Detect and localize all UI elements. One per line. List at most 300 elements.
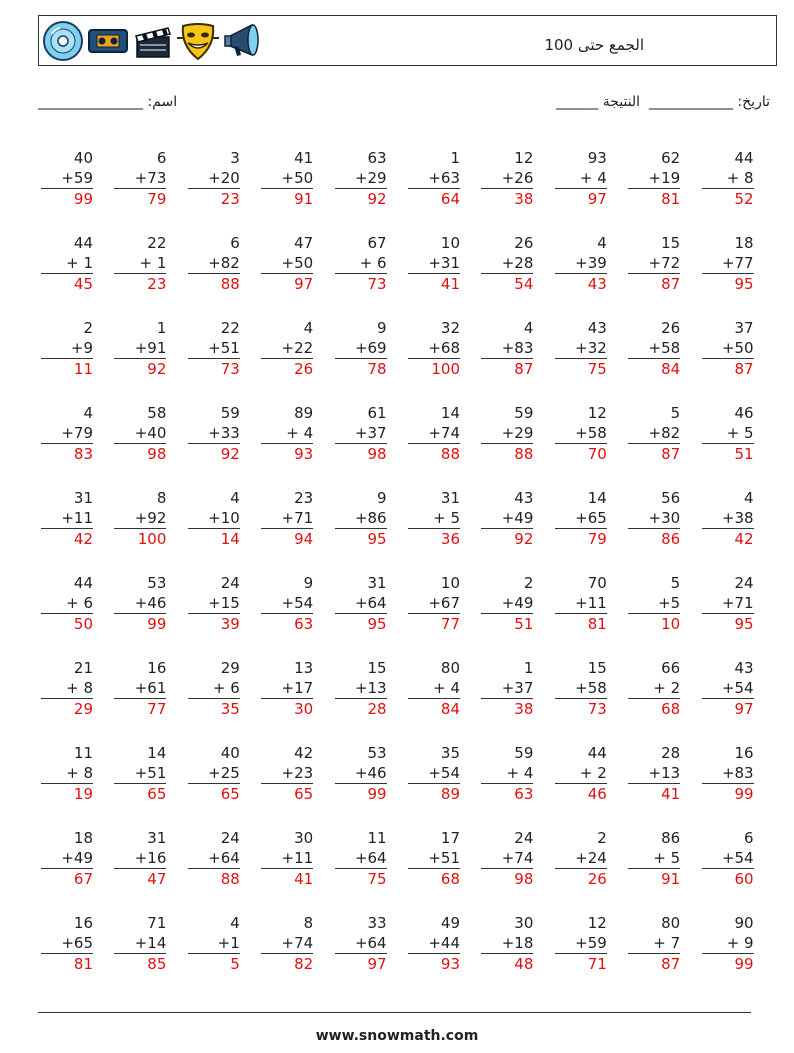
problem-addend-1: 24 bbox=[514, 829, 534, 847]
problem-addend-1: 24 bbox=[220, 574, 240, 592]
problem-addend-2: +69 bbox=[354, 339, 387, 357]
problem-addend-1: 12 bbox=[514, 149, 534, 167]
addition-problem bbox=[702, 913, 754, 974]
problem-addend-2: +86 bbox=[354, 509, 387, 527]
problem-answer: 87 bbox=[481, 358, 533, 379]
addition-problem bbox=[261, 233, 313, 294]
problem-addend-1: 16 bbox=[734, 744, 754, 762]
problem-addend-1: 32 bbox=[440, 319, 460, 337]
problem-addend-1: 70 bbox=[587, 574, 607, 592]
problem-addend-2: +39 bbox=[575, 254, 607, 272]
problem-addend-1: 9 bbox=[377, 319, 387, 337]
problem-addend-2: + 1 bbox=[66, 254, 93, 272]
problem-answer: 99 bbox=[702, 783, 754, 804]
problem-addend-1: 86 bbox=[661, 829, 681, 847]
problem-addend-2: +50 bbox=[281, 254, 314, 272]
addition-problem bbox=[188, 658, 240, 719]
megaphone-icon bbox=[222, 20, 264, 62]
addition-problem bbox=[41, 743, 93, 804]
problem-answer: 60 bbox=[702, 868, 754, 889]
addition-problem bbox=[555, 658, 607, 719]
problem-addend-2: +54 bbox=[428, 764, 460, 782]
problem-answer: 77 bbox=[114, 698, 166, 719]
problem-addend-2: +37 bbox=[501, 679, 534, 697]
problem-addend-2: +1 bbox=[217, 934, 240, 952]
problem-addend-1: 66 bbox=[661, 659, 681, 677]
addition-problem bbox=[481, 743, 533, 804]
addition-problem bbox=[41, 573, 93, 634]
problem-answer: 68 bbox=[628, 698, 680, 719]
addition-problem bbox=[481, 233, 533, 294]
problem-answer: 23 bbox=[114, 273, 166, 294]
problem-answer: 68 bbox=[408, 868, 460, 889]
problem-addend-1: 13 bbox=[294, 659, 314, 677]
problem-answer: 83 bbox=[41, 443, 93, 464]
problem-answer: 26 bbox=[261, 358, 313, 379]
addition-problem bbox=[335, 743, 387, 804]
problem-addend-1: 4 bbox=[523, 319, 534, 337]
problem-addend-2: +26 bbox=[501, 169, 534, 187]
addition-problem bbox=[114, 403, 166, 464]
problem-addend-2: +49 bbox=[501, 594, 534, 612]
problem-addend-1: 42 bbox=[294, 744, 314, 762]
problem-addend-1: 9 bbox=[377, 489, 387, 507]
problem-addend-1: 1 bbox=[523, 659, 534, 677]
problem-addend-2: + 2 bbox=[579, 764, 607, 782]
problem-addend-2: +73 bbox=[134, 169, 167, 187]
problem-addend-1: 28 bbox=[661, 744, 681, 762]
clapperboard-icon bbox=[132, 20, 174, 62]
problem-addend-1: 10 bbox=[440, 234, 460, 252]
problem-answer: 95 bbox=[702, 613, 754, 634]
problem-answer: 93 bbox=[408, 953, 460, 974]
problem-addend-2: +72 bbox=[648, 254, 681, 272]
problem-addend-1: 14 bbox=[440, 404, 460, 422]
problem-addend-2: +91 bbox=[134, 339, 167, 357]
problem-addend-1: 16 bbox=[73, 914, 93, 932]
problem-addend-1: 15 bbox=[587, 659, 607, 677]
problem-addend-1: 4 bbox=[597, 234, 607, 252]
problem-addend-2: +54 bbox=[281, 594, 314, 612]
problem-answer: 99 bbox=[335, 783, 387, 804]
video-cassette-icon bbox=[87, 20, 129, 62]
problem-answer: 47 bbox=[114, 868, 166, 889]
problem-addend-1: 8 bbox=[156, 489, 167, 507]
problem-addend-2: +74 bbox=[281, 934, 314, 952]
problem-addend-1: 26 bbox=[514, 234, 534, 252]
problem-answer: 91 bbox=[628, 868, 680, 889]
problem-answer: 88 bbox=[481, 443, 533, 464]
problem-addend-1: 4 bbox=[230, 489, 240, 507]
problem-addend-2: +54 bbox=[721, 849, 754, 867]
addition-problem bbox=[188, 828, 240, 889]
problem-answer: 100 bbox=[408, 358, 460, 379]
addition-problem bbox=[555, 488, 607, 549]
problem-answer: 67 bbox=[41, 868, 93, 889]
problem-addend-2: +82 bbox=[648, 424, 681, 442]
addition-problem bbox=[628, 403, 680, 464]
theater-mask-icon bbox=[177, 20, 219, 62]
problem-answer: 70 bbox=[555, 443, 607, 464]
problem-addend-2: +65 bbox=[575, 509, 607, 527]
problem-answer: 88 bbox=[188, 273, 240, 294]
addition-problem bbox=[114, 488, 166, 549]
problem-answer: 73 bbox=[555, 698, 607, 719]
addition-problem bbox=[408, 573, 460, 634]
problem-addend-2: +20 bbox=[208, 169, 240, 187]
problem-addend-2: +58 bbox=[575, 424, 607, 442]
problem-answer: 5 bbox=[188, 953, 240, 974]
problem-addend-2: +13 bbox=[648, 764, 681, 782]
problem-answer: 99 bbox=[702, 953, 754, 974]
problem-addend-1: 44 bbox=[73, 574, 93, 592]
problem-addend-1: 62 bbox=[661, 149, 681, 167]
problem-addend-1: 22 bbox=[147, 234, 167, 252]
addition-problem bbox=[408, 743, 460, 804]
problem-addend-1: 49 bbox=[440, 914, 460, 932]
problem-addend-1: 24 bbox=[734, 574, 754, 592]
problem-addend-2: +23 bbox=[281, 764, 314, 782]
problem-answer: 84 bbox=[408, 698, 460, 719]
problem-addend-2: +18 bbox=[501, 934, 534, 952]
problem-answer: 41 bbox=[408, 273, 460, 294]
problem-addend-1: 31 bbox=[73, 489, 93, 507]
problem-answer: 64 bbox=[408, 188, 460, 209]
problem-answer: 91 bbox=[261, 188, 313, 209]
problem-addend-1: 10 bbox=[440, 574, 460, 592]
problem-addend-1: 23 bbox=[294, 489, 314, 507]
addition-problem bbox=[114, 743, 166, 804]
problem-addend-1: 53 bbox=[147, 574, 167, 592]
addition-problem bbox=[114, 658, 166, 719]
problem-answer: 51 bbox=[702, 443, 754, 464]
addition-problem bbox=[555, 403, 607, 464]
problem-addend-2: +10 bbox=[208, 509, 240, 527]
problem-addend-1: 12 bbox=[587, 914, 607, 932]
problem-addend-2: +29 bbox=[354, 169, 387, 187]
addition-problem bbox=[481, 913, 533, 974]
problem-addend-2: +92 bbox=[134, 509, 167, 527]
problem-answer: 54 bbox=[481, 273, 533, 294]
problem-addend-1: 17 bbox=[440, 829, 460, 847]
problem-addend-1: 6 bbox=[156, 149, 167, 167]
addition-problem bbox=[481, 488, 533, 549]
problem-addend-1: 15 bbox=[661, 234, 681, 252]
problem-addend-1: 59 bbox=[514, 744, 534, 762]
problem-answer: 85 bbox=[114, 953, 166, 974]
addition-problem bbox=[41, 403, 93, 464]
problem-addend-1: 90 bbox=[734, 914, 754, 932]
addition-problem bbox=[628, 318, 680, 379]
addition-problem bbox=[408, 403, 460, 464]
problem-addend-2: +11 bbox=[281, 849, 314, 867]
problem-answer: 36 bbox=[408, 528, 460, 549]
problem-addend-1: 14 bbox=[147, 744, 167, 762]
problem-addend-1: 8 bbox=[303, 914, 314, 932]
problem-addend-1: 14 bbox=[587, 489, 607, 507]
problem-addend-2: +11 bbox=[61, 509, 93, 527]
problem-answer: 97 bbox=[702, 698, 754, 719]
problem-addend-1: 44 bbox=[587, 744, 607, 762]
problem-answer: 82 bbox=[261, 953, 313, 974]
problem-answer: 43 bbox=[555, 273, 607, 294]
addition-problem bbox=[188, 488, 240, 549]
problem-answer: 100 bbox=[114, 528, 166, 549]
problem-answer: 81 bbox=[41, 953, 93, 974]
addition-problem bbox=[481, 318, 533, 379]
problem-answer: 71 bbox=[555, 953, 607, 974]
problem-addend-1: 35 bbox=[440, 744, 460, 762]
problem-addend-2: + 5 bbox=[726, 424, 754, 442]
problem-addend-2: +64 bbox=[354, 849, 387, 867]
problem-addend-2: +37 bbox=[354, 424, 387, 442]
addition-problem bbox=[41, 318, 93, 379]
problem-addend-2: +64 bbox=[354, 934, 387, 952]
problem-answer: 88 bbox=[188, 868, 240, 889]
problem-addend-1: 80 bbox=[440, 659, 460, 677]
problem-addend-2: +58 bbox=[648, 339, 681, 357]
addition-problem bbox=[114, 318, 166, 379]
problem-addend-2: +22 bbox=[281, 339, 314, 357]
problem-addend-2: + 5 bbox=[653, 849, 681, 867]
problem-addend-1: 2 bbox=[597, 829, 607, 847]
problem-answer: 81 bbox=[628, 188, 680, 209]
addition-problem bbox=[481, 828, 533, 889]
problem-addend-1: 6 bbox=[230, 234, 240, 252]
addition-problem bbox=[628, 743, 680, 804]
problem-addend-1: 4 bbox=[744, 489, 754, 507]
addition-problem bbox=[188, 403, 240, 464]
problem-answer: 30 bbox=[261, 698, 313, 719]
addition-problem bbox=[335, 488, 387, 549]
footer-divider bbox=[38, 1012, 751, 1013]
problem-addend-1: 2 bbox=[523, 574, 534, 592]
addition-problem bbox=[335, 148, 387, 209]
problem-addend-1: 89 bbox=[294, 404, 314, 422]
problem-answer: 93 bbox=[261, 443, 313, 464]
problem-addend-2: +77 bbox=[721, 254, 754, 272]
problem-answer: 38 bbox=[481, 188, 533, 209]
problem-addend-1: 3 bbox=[230, 149, 240, 167]
addition-problem bbox=[188, 743, 240, 804]
problem-addend-2: +61 bbox=[134, 679, 167, 697]
addition-problem bbox=[481, 573, 533, 634]
problem-addend-2: +33 bbox=[208, 424, 240, 442]
problem-answer: 95 bbox=[335, 613, 387, 634]
problem-answer: 73 bbox=[335, 273, 387, 294]
problem-answer: 79 bbox=[555, 528, 607, 549]
problem-addend-1: 46 bbox=[734, 404, 754, 422]
problem-addend-1: 5 bbox=[670, 574, 681, 592]
problem-addend-2: + 5 bbox=[433, 509, 460, 527]
addition-problem bbox=[408, 318, 460, 379]
problem-addend-1: 11 bbox=[73, 744, 93, 762]
problem-addend-2: +65 bbox=[61, 934, 93, 952]
problem-answer: 97 bbox=[261, 273, 313, 294]
addition-problem bbox=[188, 573, 240, 634]
problem-answer: 92 bbox=[481, 528, 533, 549]
problem-addend-1: 18 bbox=[734, 234, 754, 252]
problem-answer: 65 bbox=[188, 783, 240, 804]
problem-addend-1: 44 bbox=[734, 149, 754, 167]
problem-answer: 99 bbox=[114, 613, 166, 634]
problem-answer: 41 bbox=[628, 783, 680, 804]
problem-answer: 78 bbox=[335, 358, 387, 379]
problem-addend-2: +51 bbox=[428, 849, 460, 867]
problem-answer: 92 bbox=[114, 358, 166, 379]
addition-problem bbox=[702, 403, 754, 464]
problem-answer: 23 bbox=[188, 188, 240, 209]
addition-problem bbox=[408, 913, 460, 974]
problem-answer: 19 bbox=[41, 783, 93, 804]
problem-addend-2: +9 bbox=[70, 339, 93, 357]
addition-problem bbox=[628, 658, 680, 719]
problem-addend-2: +30 bbox=[648, 509, 681, 527]
problem-answer: 63 bbox=[261, 613, 313, 634]
addition-problem bbox=[702, 658, 754, 719]
problem-answer: 51 bbox=[481, 613, 533, 634]
problem-answer: 48 bbox=[481, 953, 533, 974]
addition-problem bbox=[335, 913, 387, 974]
addition-problem bbox=[114, 828, 166, 889]
problem-addend-2: +82 bbox=[208, 254, 240, 272]
problem-addend-2: +17 bbox=[281, 679, 314, 697]
addition-problem bbox=[628, 233, 680, 294]
problem-answer: 75 bbox=[335, 868, 387, 889]
problem-addend-2: + 4 bbox=[433, 679, 460, 697]
problem-answer: 46 bbox=[555, 783, 607, 804]
problem-answer: 65 bbox=[261, 783, 313, 804]
problem-addend-2: +28 bbox=[501, 254, 534, 272]
problem-addend-1: 1 bbox=[156, 319, 167, 337]
problem-answer: 92 bbox=[188, 443, 240, 464]
problem-addend-1: 26 bbox=[661, 319, 681, 337]
problem-addend-1: 4 bbox=[83, 404, 93, 422]
problem-addend-2: +31 bbox=[428, 254, 460, 272]
addition-problem bbox=[261, 488, 313, 549]
problem-answer: 29 bbox=[41, 698, 93, 719]
addition-problem bbox=[188, 913, 240, 974]
problem-answer: 79 bbox=[114, 188, 166, 209]
addition-problem bbox=[188, 148, 240, 209]
problem-addend-1: 15 bbox=[367, 659, 387, 677]
problem-answer: 88 bbox=[408, 443, 460, 464]
addition-problem bbox=[555, 318, 607, 379]
problem-addend-2: +74 bbox=[501, 849, 534, 867]
problem-addend-2: +19 bbox=[648, 169, 681, 187]
problem-answer: 84 bbox=[628, 358, 680, 379]
addition-problem bbox=[702, 743, 754, 804]
addition-problem bbox=[261, 743, 313, 804]
problem-addend-1: 37 bbox=[734, 319, 754, 337]
problem-addend-2: +50 bbox=[281, 169, 314, 187]
problem-answer: 52 bbox=[702, 188, 754, 209]
problem-addend-2: +68 bbox=[428, 339, 460, 357]
problem-addend-1: 80 bbox=[661, 914, 681, 932]
problem-addend-2: +83 bbox=[721, 764, 754, 782]
problem-addend-2: +15 bbox=[208, 594, 240, 612]
addition-problem bbox=[41, 488, 93, 549]
problem-addend-2: + 2 bbox=[653, 679, 681, 697]
problem-addend-2: +64 bbox=[354, 594, 387, 612]
problem-answer: 26 bbox=[555, 868, 607, 889]
addition-problem bbox=[628, 573, 680, 634]
problem-answer: 98 bbox=[481, 868, 533, 889]
problem-answer: 87 bbox=[628, 273, 680, 294]
problem-answer: 73 bbox=[188, 358, 240, 379]
addition-problem bbox=[628, 488, 680, 549]
problem-addend-1: 11 bbox=[367, 829, 387, 847]
problem-addend-1: 21 bbox=[73, 659, 93, 677]
problem-answer: 99 bbox=[41, 188, 93, 209]
addition-problem bbox=[41, 658, 93, 719]
problem-addend-1: 63 bbox=[367, 149, 387, 167]
problem-addend-2: +14 bbox=[134, 934, 167, 952]
problem-addend-1: 33 bbox=[367, 914, 387, 932]
problem-answer: 35 bbox=[188, 698, 240, 719]
problem-answer: 87 bbox=[628, 443, 680, 464]
problem-addend-2: + 4 bbox=[579, 169, 607, 187]
problem-addend-2: +46 bbox=[354, 764, 387, 782]
problem-addend-2: + 8 bbox=[66, 679, 93, 697]
problem-addend-2: + 7 bbox=[653, 934, 681, 952]
problem-addend-2: +29 bbox=[501, 424, 534, 442]
problem-answer: 86 bbox=[628, 528, 680, 549]
addition-problem bbox=[261, 828, 313, 889]
problem-addend-1: 16 bbox=[147, 659, 167, 677]
problem-addend-2: + 8 bbox=[726, 169, 754, 187]
addition-problem bbox=[555, 233, 607, 294]
worksheet-header bbox=[38, 15, 777, 66]
problem-addend-1: 59 bbox=[514, 404, 534, 422]
problem-addend-1: 71 bbox=[147, 914, 167, 932]
addition-problem bbox=[335, 318, 387, 379]
problem-addend-1: 31 bbox=[147, 829, 167, 847]
problem-answer: 95 bbox=[335, 528, 387, 549]
problem-addend-1: 5 bbox=[670, 404, 681, 422]
problem-answer: 42 bbox=[41, 528, 93, 549]
addition-problem bbox=[335, 233, 387, 294]
problem-answer: 98 bbox=[114, 443, 166, 464]
problem-answer: 45 bbox=[41, 273, 93, 294]
addition-problem bbox=[408, 828, 460, 889]
addition-problem bbox=[702, 573, 754, 634]
problem-addend-2: +50 bbox=[721, 339, 754, 357]
addition-problem bbox=[41, 828, 93, 889]
addition-problem bbox=[335, 403, 387, 464]
problem-addend-1: 1 bbox=[450, 149, 460, 167]
cd-disc-icon bbox=[42, 20, 84, 62]
problem-addend-1: 4 bbox=[303, 319, 314, 337]
problem-addend-1: 53 bbox=[367, 744, 387, 762]
addition-problem bbox=[261, 573, 313, 634]
addition-problem bbox=[628, 828, 680, 889]
addition-problem bbox=[408, 148, 460, 209]
problem-addend-2: +38 bbox=[721, 509, 754, 527]
problem-addend-1: 29 bbox=[220, 659, 240, 677]
problem-addend-1: 67 bbox=[367, 234, 387, 252]
problem-addend-2: + 6 bbox=[212, 679, 240, 697]
problem-addend-1: 40 bbox=[220, 744, 240, 762]
problem-answer: 97 bbox=[555, 188, 607, 209]
problem-addend-2: +59 bbox=[61, 169, 93, 187]
problem-addend-1: 30 bbox=[514, 914, 534, 932]
addition-problem bbox=[335, 828, 387, 889]
addition-problem bbox=[41, 913, 93, 974]
problem-addend-2: +58 bbox=[575, 679, 607, 697]
name-field: اسم: _______________ bbox=[38, 94, 178, 110]
problem-addend-1: 41 bbox=[294, 149, 314, 167]
